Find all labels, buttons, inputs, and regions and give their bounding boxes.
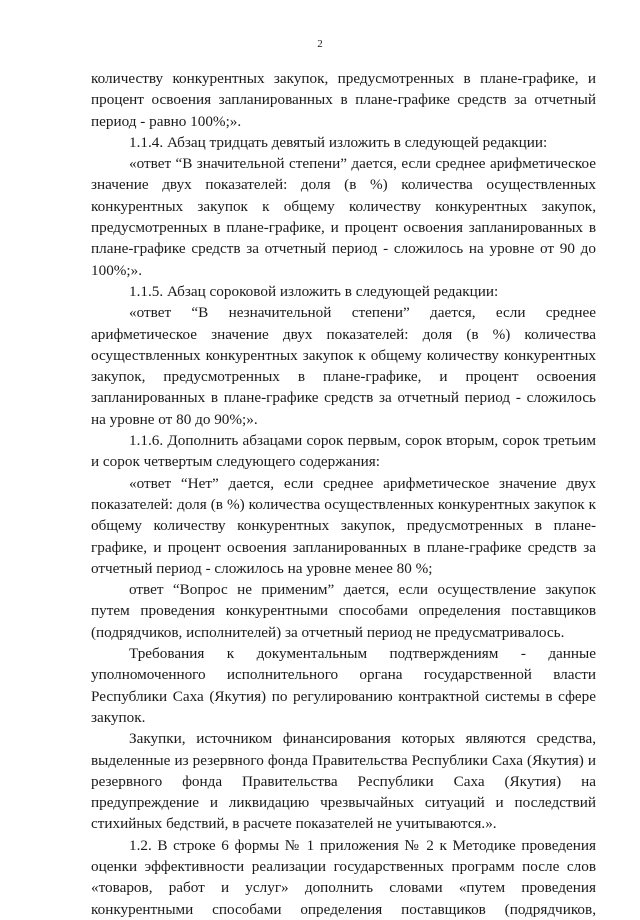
paragraph-answer-significant: «ответ “В значительной степени” дается, если среднее арифметическое значение двух показателей: доля (в %) количества осуществленных конкурентных закупок к общему количеству конкурентных закупок, предусмотренных в плане-графике, и процент освоения запланированных в плане-графике средств за отчетный период - сложилось на уровне от 90 до 100%;». xyxy=(91,155,596,279)
paragraph-reserve-fund-exclusion: Закупки, источником финансирования которых являются средства, выделенные из резервного фонда Правительства Республики Саха (Якутия) и резервного фонда Правительства Республики Саха (Якутия) на предупреждение и ликвидацию чрезвычайных ситуаций и последствий стихийных бедствий, в расчете показателей не учитываются.». xyxy=(91,730,596,833)
document-body xyxy=(91,68,596,920)
paragraph-1-1-6-heading: 1.1.6. Дополнить абзацами сорок первым, сорок вторым, сорок третьим и сорок четвертым следующего содержания: xyxy=(91,432,596,471)
paragraph-continuation: количеству конкурентных закупок, предусмотренных в плане-графике, и процент освоения запланированных в плане-графике средств за отчетный период - равно 100%;». xyxy=(91,70,596,130)
paragraph-documentation-requirements: Требования к документальным подтверждениям - данные уполномоченного исполнительного органа государственной власти Республики Саха (Якутия) по регулированию контрактной системы в сфере закупок. xyxy=(91,645,596,726)
paragraph-answer-insignificant: «ответ “В незначительной степени” дается, если среднее арифметическое значение двух показателей: доля (в %) количества осуществленных конкурентных закупок к общему количеству конкурентных закупок, предусмотренных в плане-графике, и процент освоения запланированных в плане-графике средств за отчетный период - сложилось на уровне от 80 до 90%;». xyxy=(91,304,596,428)
paragraph-answer-not-applicable: ответ “Вопрос не применим” дается, если осуществление закупок путем проведения конкурентными способами определения поставщиков (подрядчиков, исполнителей) за отчетный период не предусматривалось. xyxy=(91,581,596,641)
paragraph-1-2: 1.2. В строке 6 формы № 1 приложения № 2 к Методике проведения оценки эффективности реализации государственных программ после слов «товаров, работ и услуг» дополнить словами «путем проведения конкурентными способами определения поставщиков (подрядчиков, xyxy=(91,836,596,918)
page-number: 2 xyxy=(317,38,323,50)
paragraph-answer-no: «ответ “Нет” дается, если среднее арифметическое значение двух показателей: доля (в %) количества осуществленных конкурентных закупок к общему количеству конкурентных закупок, предусмотренных в плане-графике, и процент освоения запланированных в плане-графике средств за отчетный период - сложилось на уровне менее 80 %; xyxy=(91,474,596,577)
paragraph-1-1-5-heading: 1.1.5. Абзац сороковой изложить в следующей редакции: xyxy=(129,282,499,300)
paragraph-1-1-4-heading: 1.1.4. Абзац тридцать девятый изложить в следующей редакции: xyxy=(129,133,548,151)
